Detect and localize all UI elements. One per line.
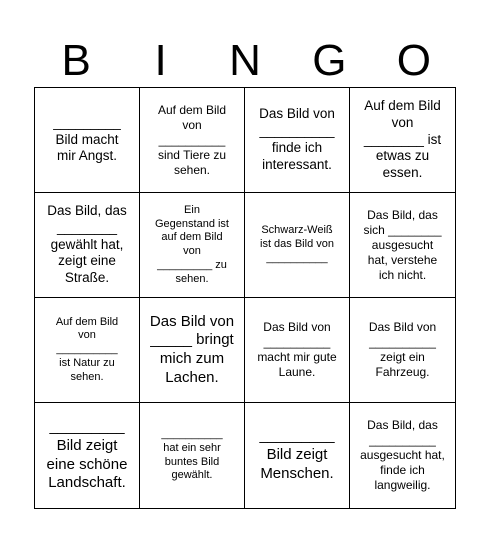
bingo-cell-r4c2[interactable] [140, 403, 245, 508]
header-letter-n: N [229, 36, 261, 85]
bingo-cell-r4c1[interactable] [35, 403, 140, 508]
cell-text: _________ Bild zeigt Menschen. [259, 427, 335, 482]
cell-text: Das Bild, das sich ________ ausgesucht hat, verstehe ich nicht. [363, 207, 442, 282]
bingo-cell-r2c4[interactable] [350, 193, 455, 298]
bingo-cell-r4c4[interactable] [350, 403, 455, 508]
cell-text: _________ Bild zeigt eine schöne Landschaft. [46, 418, 128, 492]
cell-text: Das Bild von __________ finde ich interessant. [259, 106, 335, 172]
bingo-cell-r1c2[interactable] [140, 88, 245, 193]
bingo-cell-r3c2[interactable] [140, 298, 245, 403]
header-letter-b: B [61, 36, 91, 85]
cell-text: Auf dem Bild von ________ ist etwas zu essen. [363, 97, 442, 181]
bingo-cell-r3c1[interactable] [35, 298, 140, 403]
cell-text: __________ hat ein sehr buntes Bild gewählt. [161, 428, 223, 482]
bingo-cell-r3c3[interactable] [245, 298, 350, 403]
cell-text: Auf dem Bild von __________ ist Natur zu sehen. [55, 315, 119, 383]
cell-text: Schwarz-Weiß ist das Bild von __________ [260, 224, 334, 264]
header-letter-o: O [396, 36, 431, 85]
header-letter-g: G [312, 36, 347, 85]
header-letter-i: I [154, 36, 167, 85]
cell-text: Das Bild von __________ zeigt ein Fahrzeug. [368, 320, 437, 379]
bingo-grid [34, 87, 456, 509]
bingo-cell-r2c3[interactable] [245, 193, 350, 298]
bingo-cell-r3c4[interactable] [350, 298, 455, 403]
cell-text: Das Bild von __________ macht mir gute Laune. [257, 320, 337, 379]
cell-text: Auf dem Bild von __________ sind Tiere zu sehen. [157, 102, 227, 177]
cell-text: Ein Gegenstand ist auf dem Bild von _________ zu sehen. [155, 203, 229, 285]
cell-text: _________ Bild macht mir Angst. [53, 114, 121, 164]
bingo-cell-r4c3[interactable] [245, 403, 350, 508]
bingo-cell-r1c4[interactable] [350, 88, 455, 193]
bingo-header [34, 34, 456, 88]
bingo-cell-r2c2[interactable] [140, 193, 245, 298]
cell-text: Das Bild, das ________ gewählt hat, zeigt eine Straße. [47, 202, 127, 286]
bingo-cell-r2c1[interactable] [35, 193, 140, 298]
bingo-cell-r1c1[interactable] [35, 88, 140, 193]
bingo-cell-r1c3[interactable] [245, 88, 350, 193]
cell-text: Das Bild von _____ bringt mich zum Lachen. [149, 312, 235, 386]
cell-text: Das Bild, das __________ ausgesucht hat, finde ich langweilig. [360, 418, 445, 492]
